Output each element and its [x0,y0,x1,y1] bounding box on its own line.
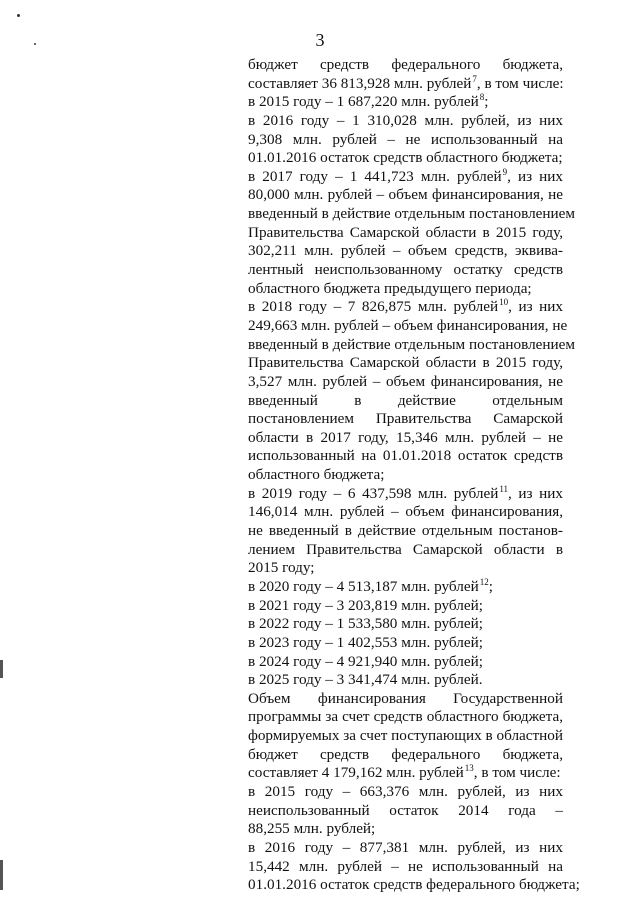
text-line [248,503,563,522]
text-line-content: введенный в действие отдельным постановлением [248,205,575,223]
footnote-marker: 7 [472,73,477,84]
text-line [248,578,563,597]
text-line-content: программы за счет средств областного бюджета, [248,708,563,726]
text-line-content: в 2021 году – 3 203,819 млн. рублей; [248,596,483,614]
text-line [248,75,563,94]
text-line-content: в 2023 году – 1 402,553 млн. рублей; [248,633,483,651]
text-line-content: в 2015 году – 1 687,220 млн. рублей [248,93,479,111]
scan-edge [0,660,3,678]
text-line-tail: , из них [507,167,563,185]
text-line-content: области в 2017 году, 15,346 млн. рублей – не [248,428,563,446]
page-number: 3 [315,30,325,50]
text-line-content: 01.01.2016 остаток средств областного бюджета; [248,149,563,167]
footnote-marker: 8 [479,92,485,103]
text-line-content: 9,308 млн. рублей – не использованный на [248,130,563,148]
text-line-content: 15,442 млн. рублей – не использованный на [248,857,563,875]
text-line-content: постановлением Правительства Самарской [248,410,563,428]
text-line [248,261,563,280]
text-line-content: введенный в действие отдельным [248,391,563,409]
text-line [248,186,563,205]
text-line-content: формируемых за счет поступающих в областной [248,727,563,745]
text-line-content: лентный неиспользованному остатку средств [248,261,563,279]
text-line-tail: , в том числе: [473,764,561,782]
text-line [248,708,563,727]
text-line-content: использованный на 01.01.2018 остаток средств [248,447,563,465]
text-line [248,335,575,355]
text-line [248,298,563,317]
text-line [248,224,563,243]
text-line-content: бюджет средств федерального бюджета, [248,745,563,763]
text-line [248,93,563,112]
text-line [248,429,563,448]
text-line-content: составляет 4 179,162 млн. рублей [248,764,464,782]
text-line [248,653,563,672]
text-line-content: в 2016 году – 877,381 млн. рублей, из них [248,838,563,856]
body-text [248,56,580,895]
text-line-content: не введенный в действие отдельным постанов- [248,522,563,540]
text-line [248,373,563,392]
text-line [248,727,563,746]
text-line [248,559,563,578]
text-line-content: 3,527 млн. рублей – объем финансирования, не [248,372,563,390]
text-line-content: 2015 году; [248,559,315,577]
text-line [248,522,563,541]
text-line [248,149,563,168]
text-line-content: в 2017 году – 1 441,723 млн. рублей [248,167,502,185]
scan-speck [17,14,20,17]
text-line-content: составляет 36 813,928 млн. рублей [248,74,472,92]
scan-speck [34,43,36,45]
text-line [248,597,563,616]
footnote-marker: 11 [499,483,509,494]
text-line-content: 80,000 млн. рублей – объем финансирования, не [248,186,563,204]
text-line-content: 88,255 млн. рублей; [248,820,376,838]
text-line-tail: , из них [508,484,563,502]
text-line [248,615,563,634]
text-line-content: 249,663 млн. рублей – объем финансирования, не [248,316,568,334]
text-line-tail: ; [484,93,489,111]
text-line-content: в 2022 году – 1 533,580 млн. рублей; [248,615,483,633]
text-line [248,280,563,299]
text-line [248,242,563,261]
text-line [248,56,563,75]
text-line-content: в 2025 году – 3 341,474 млн. рублей. [248,671,483,689]
text-line [248,205,575,224]
scan-edge [0,860,3,890]
text-line [248,634,563,653]
text-line [248,354,563,373]
text-line [248,783,563,802]
text-line-content: Правительства Самарской области в 2015 году, [248,354,563,372]
text-line-tail: , из них [508,298,563,316]
text-line-content: в 2015 году – 663,376 млн. рублей, из них [248,782,563,800]
footnote-marker: 12 [479,576,489,587]
text-line [248,746,563,765]
text-line-content: Правительства Самарской области в 2015 году, [248,223,563,241]
text-line-content: Объем финансирования Государственной [248,689,563,707]
text-line-content: введенный в действие отдельным постановлением [248,335,575,353]
text-line [248,112,563,131]
text-line [248,839,563,858]
text-line [248,392,563,411]
text-line-content: бюджет средств федерального бюджета, [248,56,563,73]
text-line [248,316,568,336]
text-line [248,447,563,466]
text-line-content: в 2018 году – 7 826,875 млн. рублей [248,298,499,316]
text-line-content: лением Правительства Самарской области в [248,540,563,558]
text-line [248,485,563,504]
text-line [248,410,563,429]
text-line-content: в 2024 году – 4 921,940 млн. рублей; [248,652,483,670]
text-line-tail: , в том числе: [476,74,564,92]
text-line-content: в 2016 году – 1 310,028 млн. рублей, из них [248,111,563,129]
text-line-content: областного бюджета предыдущего периода; [248,279,532,297]
text-line [248,802,563,821]
footnote-marker: 9 [502,166,508,177]
text-line [248,858,563,877]
text-line [248,541,563,560]
text-line-content: 146,014 млн. рублей – объем финансирования, [248,503,563,521]
text-line [248,820,563,839]
text-line-content: в 2019 году – 6 437,598 млн. рублей [248,484,499,502]
footnote-marker: 13 [464,763,474,774]
text-line-content: в 2020 году – 4 513,187 млн. рублей [248,577,479,595]
text-line [248,764,563,783]
text-line [248,168,563,187]
text-line-content: областного бюджета; [248,466,385,484]
text-line [248,690,563,709]
text-line-content: неиспользованный остаток 2014 года – [248,801,563,819]
text-line [248,876,580,895]
text-line [248,131,563,150]
footnote-marker: 10 [499,297,509,308]
text-line-content: 302,211 млн. рублей – объем средств, эквива- [248,242,563,260]
text-line [248,466,563,485]
text-line-content: 01.01.2016 остаток средств федерального бюджета; [248,876,580,894]
text-line-tail: ; [488,577,493,595]
text-line [248,671,563,690]
